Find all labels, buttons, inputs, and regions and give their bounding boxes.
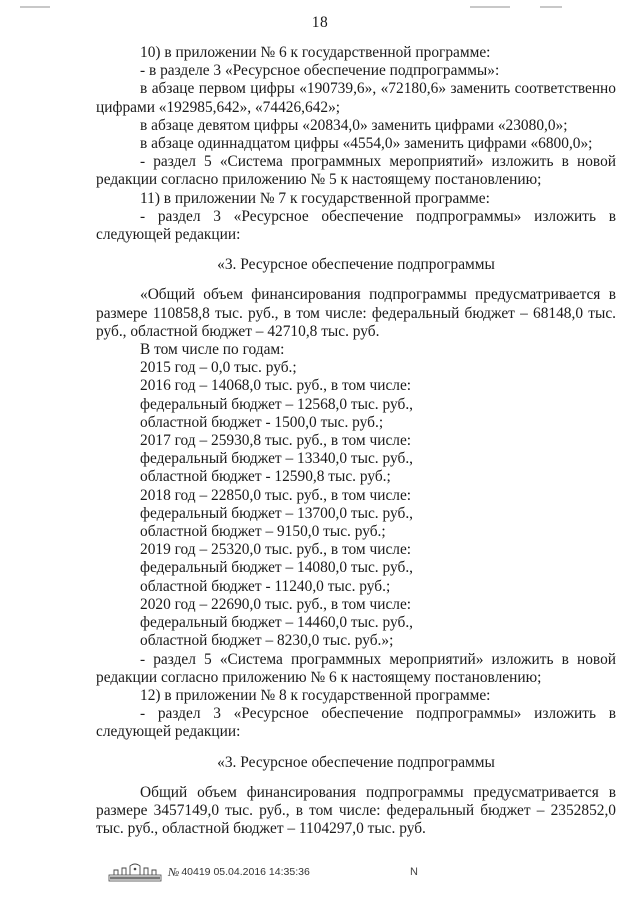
list-item: - раздел 3 «Ресурсное обеспечение подпрограммы» изложить в [140,207,616,225]
item-11-heading: 11) в приложении № 7 к государственной программе: [140,189,490,207]
paragraph-line: следующей редакции: [96,723,241,741]
budget-line: федеральный бюджет – 13340,0 тыс. руб., [140,450,414,468]
paragraph-line: редакции согласно приложению № 5 к настоящему постановлению; [96,171,542,189]
budget-line: федеральный бюджет – 14080,0 тыс. руб., [140,559,414,577]
paragraph-line: размере 3457149,0 тыс. руб., в том числе: федеральный бюджет – 2352852,0 [96,801,616,819]
paragraph-line: в абзаце девятом цифры «20834,0» заменить цифрами «23080,0»; [140,116,568,134]
paragraph-line: руб., областной бюджет – 42710,8 тыс. руб. [96,322,380,340]
paragraph-line: Общий объем финансирования подпрограммы предусматривается в [140,783,616,801]
page-number: 18 [311,14,329,31]
budget-line: федеральный бюджет – 13700,0 тыс. руб., [140,504,414,522]
budget-line: областной бюджет - 12590,8 тыс. руб.; [140,468,391,486]
year-line: 2016 год – 14068,0 тыс. руб., в том числе: [140,377,412,395]
paragraph-line: следующей редакции: [96,226,241,244]
registration-stamp [108,862,310,882]
paragraph-line: цифрами «192985,642», «74426,642»; [96,98,341,116]
budget-line: областной бюджет – 8230,0 тыс. руб.»; [140,632,394,650]
registration-info: 40419 05.04.2016 14:35:36 [181,866,310,878]
paragraph-line: в абзаце одиннадцатом цифры «4554,0» заменить цифрами «6800,0»; [140,135,593,153]
list-item: - раздел 3 «Ресурсное обеспечение подпрограммы» изложить в [140,705,616,723]
paragraph-line: в абзаце первом цифры «190739,6», «72180,6» заменить соответственно [140,80,616,98]
document-body [96,44,616,838]
paragraph-line: В том числе по годам: [140,341,285,359]
list-item: - в разделе 3 «Ресурсное обеспечение подпрограммы»: [140,62,500,80]
list-item: - раздел 5 «Система программных мероприятий» изложить в новой [140,153,616,171]
document-system-logo [108,862,162,882]
year-line: 2017 год – 25930,8 тыс. руб., в том числе: [140,432,412,450]
year-line: 2018 год – 22850,0 тыс. руб., в том числе: [140,486,412,504]
item-12-heading: 12) в приложении № 8 к государственной программе: [140,686,491,704]
paragraph-line: «Общий объем финансирования подпрограммы предусматривается в [140,286,616,304]
paragraph-line: редакции согласно приложению № 6 к настоящему постановлению; [96,668,542,686]
budget-line: федеральный бюджет – 12568,0 тыс. руб., [140,395,414,413]
budget-line: областной бюджет – 9150,0 тыс. руб.; [140,523,386,541]
paragraph-line: тыс. руб., областной бюджет – 1104297,0 тыс. руб. [96,820,426,838]
section-heading: «3. Ресурсное обеспечение подпрограммы [217,753,495,771]
year-line: 2020 год – 22690,0 тыс. руб., в том числе: [140,595,412,613]
item-10-heading: 10) в приложении № 6 к государственной программе: [140,44,491,61]
scan-artifact [470,6,510,8]
budget-line: федеральный бюджет – 14460,0 тыс. руб., [140,614,414,632]
budget-line: областной бюджет - 1500,0 тыс. руб.; [140,413,384,431]
list-item: - раздел 5 «Система программных мероприятий» изложить в новой [140,650,616,668]
year-line: 2015 год – 0,0 тыс. руб.; [140,359,297,377]
section-heading: «3. Ресурсное обеспечение подпрограммы [217,256,495,274]
registration-number-sign: № [168,864,180,879]
budget-line: областной бюджет - 11240,0 тыс. руб.; [140,577,391,595]
scan-artifact [540,6,562,8]
year-line: 2019 год – 25320,0 тыс. руб., в том числе: [140,541,412,559]
paragraph-line: размере 110858,8 тыс. руб., в том числе: федеральный бюджет – 68148,0 тыс. [96,304,616,322]
corner-mark: Ν [410,866,418,878]
scan-artifact [20,6,50,8]
